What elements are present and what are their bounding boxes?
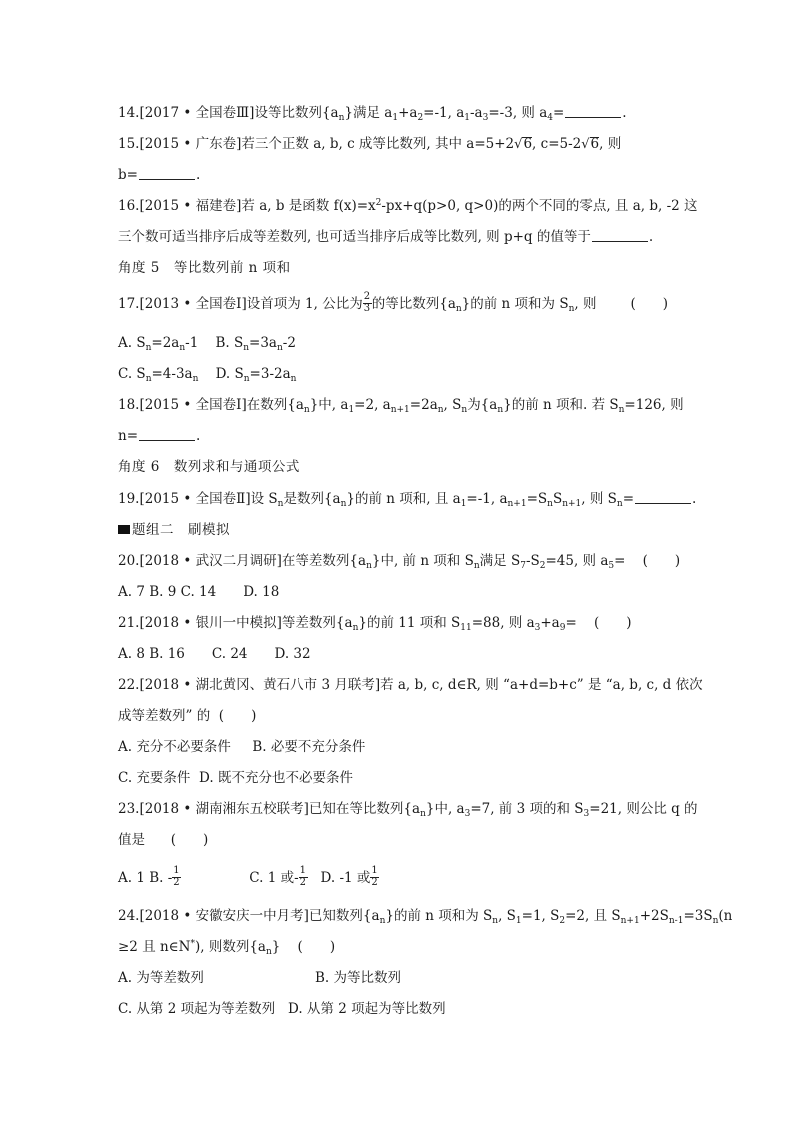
- problem-source: [2015 • 广东卷]: [139, 136, 242, 152]
- square-bullet-icon: [118, 525, 130, 534]
- option-a[interactable]: A. 充分不必要条件: [118, 739, 231, 755]
- problem-source: [2015 • 全国卷Ⅰ]: [139, 397, 247, 413]
- option-b[interactable]: B. 为等比数列: [315, 970, 402, 986]
- problem-24-line2: ≥2 且 n∈N*), 则数列$\{a_n\}$ ( ): [118, 939, 336, 957]
- problem-24-options-cd: [118, 1000, 678, 1018]
- problem-source: [2015 • 全国卷Ⅱ]: [139, 491, 251, 507]
- problem-20-options[interactable]: A. 7 B. 9 C. 14 D. 18: [118, 584, 280, 600]
- section-heading-group-2: 题组二 刷模拟: [118, 521, 678, 539]
- problem-23: 23.[2018 • 湖南湘东五校联考]已知在等比数列$\{a_n\}$中, $a_3=7$, 前 3 项的和 $S_3=21$, 则公比 q 的: [118, 801, 698, 819]
- problem-24: 24.[2018 • 安徽安庆一中月考]已知数列$\{a_n\}$的前 n 项和为 $S_n$, $S_1=1$, $S_2=2$, 且 $S_{n+1}+2S_{n-1}=3S_n(n$: [118, 908, 733, 926]
- problem-source: [2018 • 湖北黄冈、黄石八市 3 月联考]: [139, 677, 381, 693]
- problem-source: [2018 • 武汉二月调研]: [139, 553, 282, 569]
- problem-23-options: [118, 865, 678, 888]
- problem-17: 17.[2013 • 全国卷Ⅰ]设首项为 1, 公比为 $\frac{2}{3}$ 的等比数列$\{a_n\}$的前 n 项和为 $S_n$, 则 ( ): [118, 291, 669, 314]
- answer-parens[interactable]: ( ): [642, 553, 681, 569]
- problem-22: 22.[2018 • 湖北黄冈、黄石八市 3 月联考]若 a, b, c, d∈R, 则 “a+d=b+c” 是 “a, b, c, d 依次: [118, 677, 703, 693]
- option-d[interactable]: D. -1 或 $\frac{1}{2}$: [320, 865, 378, 888]
- option-c[interactable]: C. 从第 2 项起为等差数列: [118, 1001, 276, 1017]
- problem-source: [2018 • 湖南湘东五校联考]: [139, 801, 309, 817]
- option-a[interactable]: A. $S_n=2a_n-1$: [118, 335, 199, 353]
- problem-18: 18.[2015 • 全国卷Ⅰ]在数列$\{a_n\}$中, $a_1=2$, $a_{n+1}=2a_n$, $S_n$为$\{a_n\}$的前 n 项和. 若 $S_n=126$, 则: [118, 397, 684, 415]
- problem-14: 14.[2017 • 全国卷Ⅲ]设等比数列$\{a_n\}$满足 $a_1+a_2=-1$, $a_1-a_3=-3$, 则 $a_4=$ .: [118, 105, 627, 123]
- problem-source: [2017 • 全国卷Ⅲ]: [139, 105, 255, 121]
- problem-16-line2: 三个数可适当排序后成等差数列, 也可适当排序后成等比数列, 则 p+q 的值等于 .: [118, 229, 654, 245]
- option-c[interactable]: C. 1 或- $\frac{1}{2}$: [249, 865, 307, 888]
- fraction: $\frac{1}{2}$: [371, 865, 378, 888]
- answer-blank[interactable]: [635, 491, 691, 504]
- problem-22-options-ab: [118, 738, 678, 756]
- answer-blank[interactable]: [565, 105, 621, 118]
- problem-17-options-ab: [118, 334, 678, 352]
- option-b[interactable]: B. - $\frac{1}{2}$: [149, 865, 180, 888]
- option-a[interactable]: A. 为等差数列: [118, 970, 204, 986]
- option-b[interactable]: B. 必要不充分条件: [252, 739, 366, 755]
- option-d[interactable]: D. $S_n=3-2a_n$: [215, 366, 297, 384]
- problem-17-options-cd: [118, 365, 678, 383]
- option-b[interactable]: B. $S_n=3a_n-2$: [215, 335, 296, 353]
- answer-blank[interactable]: [139, 428, 195, 441]
- answer-blank[interactable]: [592, 229, 648, 242]
- fraction: $\frac{2}{3}$: [363, 291, 371, 314]
- problem-source: [2015 • 福建卷]: [139, 198, 242, 214]
- option-c[interactable]: C. 充要条件: [118, 770, 191, 786]
- problem-18-line2: n= .: [118, 428, 201, 444]
- problem-23-line2: 值是 ( ): [118, 832, 209, 848]
- answer-blank[interactable]: [139, 167, 195, 180]
- answer-parens[interactable]: ( ): [297, 939, 336, 955]
- answer-parens[interactable]: ( ): [218, 708, 257, 724]
- problem-source: [2018 • 银川一中模拟]: [139, 615, 282, 631]
- problem-source: [2013 • 全国卷Ⅰ]: [139, 296, 247, 312]
- problem-source: [2018 • 安徽安庆一中月考]: [139, 908, 309, 924]
- option-a[interactable]: A. 1: [118, 870, 145, 886]
- problem-15: 15.[2015 • 广东卷]若三个正数 a, b, c 成等比数列, 其中 a=5+2√6, c=5-2√6, 则: [118, 136, 622, 152]
- problem-16: 16.[2015 • 福建卷]若 a, b 是函数 $f(x)=x^2-px+q(p>0$, q>0)的两个不同的零点, 且 a, b, -2 这: [118, 198, 698, 214]
- sqrt-icon: √: [581, 137, 590, 152]
- option-d[interactable]: D. 既不充分也不必要条件: [199, 770, 353, 786]
- problem-22-options-cd: [118, 769, 678, 787]
- problem-24-options-ab: [118, 969, 678, 987]
- problem-20: 20.[2018 • 武汉二月调研]在等差数列$\{a_n\}$中, 前 n 项和 $S_n$满足 $S_7-S_2=45$, 则 $a_5=$ ( ): [118, 553, 681, 571]
- problem-15-line2: b= .: [118, 167, 201, 183]
- answer-parens[interactable]: ( ): [170, 832, 209, 848]
- fraction: $\frac{1}{2}$: [173, 865, 180, 888]
- problem-22-line2: 成等差数列” 的 ( ): [118, 708, 257, 724]
- problem-21: 21.[2018 • 银川一中模拟]等差数列$\{a_n\}$的前 11 项和 $S_{11}=88$, 则 $a_3+a_9=$ ( ): [118, 615, 632, 633]
- option-c[interactable]: C. $S_n=4-3a_n$: [118, 366, 199, 384]
- problem-21-options[interactable]: A. 8 B. 16 C. 24 D. 32: [118, 646, 311, 662]
- sqrt-icon: √: [514, 137, 523, 152]
- option-d[interactable]: D. 从第 2 项起为等比数列: [287, 1001, 446, 1017]
- section-heading-angle-6: 角度 6 数列求和与通项公式: [118, 459, 300, 475]
- problem-19: 19.[2015 • 全国卷Ⅱ]设 $S_n$是数列$\{a_n\}$的前 n 项和, 且 $a_1=-1$, $a_{n+1}=S_nS_{n+1}$, 则 $S_n=$ .: [118, 491, 697, 509]
- answer-parens[interactable]: ( ): [630, 296, 669, 312]
- answer-parens[interactable]: ( ): [593, 615, 632, 631]
- section-heading-angle-5: 角度 5 等比数列前 n 项和: [118, 260, 291, 276]
- fraction: $\frac{1}{2}$: [299, 865, 307, 888]
